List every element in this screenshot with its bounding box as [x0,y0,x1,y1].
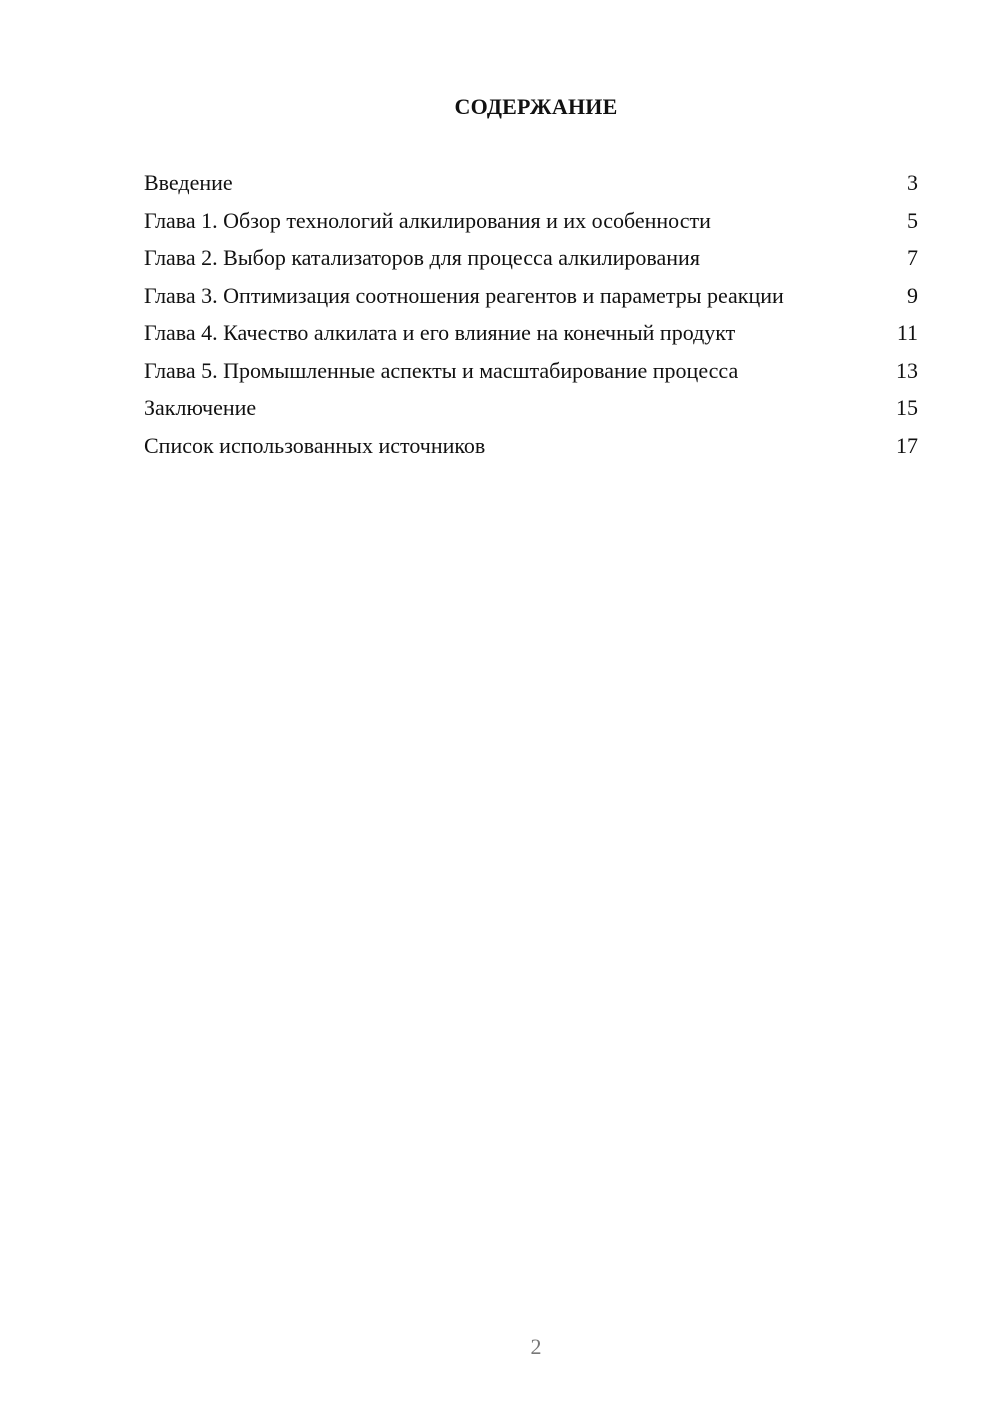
toc-entry-chapter-3 [144,282,918,310]
toc-entry-label: Заключение [144,395,257,420]
toc-entry-page: 15 [896,395,918,420]
toc-entry-label: Глава 5. Промышленные аспекты и масштабирование процесса [144,357,739,383]
toc-entry-page: 3 [907,170,918,195]
toc-entry-page: 9 [907,282,918,308]
page-number: 2 [530,1334,542,1359]
toc-entry-label: Глава 3. Оптимизация соотношения реагентов и параметры реакции [144,282,784,308]
toc-entry-chapter-4 [144,319,918,347]
toc-entry-page: 17 [896,432,918,458]
toc-entry-label: Глава 1. Обзор технологий алкилирования и их особенности [144,207,711,233]
toc-entry-chapter-1 [144,207,918,235]
toc-entry-introduction [144,169,918,197]
toc-entry-references [144,432,918,460]
toc-entry-chapter-5 [144,357,918,385]
toc-entry-label: Глава 2. Выбор катализаторов для процесса алкилирования [144,245,700,270]
toc-entry-label: Глава 4. Качество алкилата и его влияние на конечный продукт [144,320,736,345]
toc-entry-conclusion [144,394,918,422]
toc-entry-page: 5 [907,207,918,233]
toc-entry-page: 13 [896,357,918,383]
toc-entry-page: 11 [896,320,918,345]
toc-entry-chapter-2 [144,244,918,272]
toc-entry-label: Список использованных источников [144,432,486,458]
table-of-contents [144,169,918,469]
toc-entry-page: 7 [907,245,918,270]
page-title: СОДЕРЖАНИЕ [454,94,618,119]
toc-entry-label: Введение [144,170,233,195]
